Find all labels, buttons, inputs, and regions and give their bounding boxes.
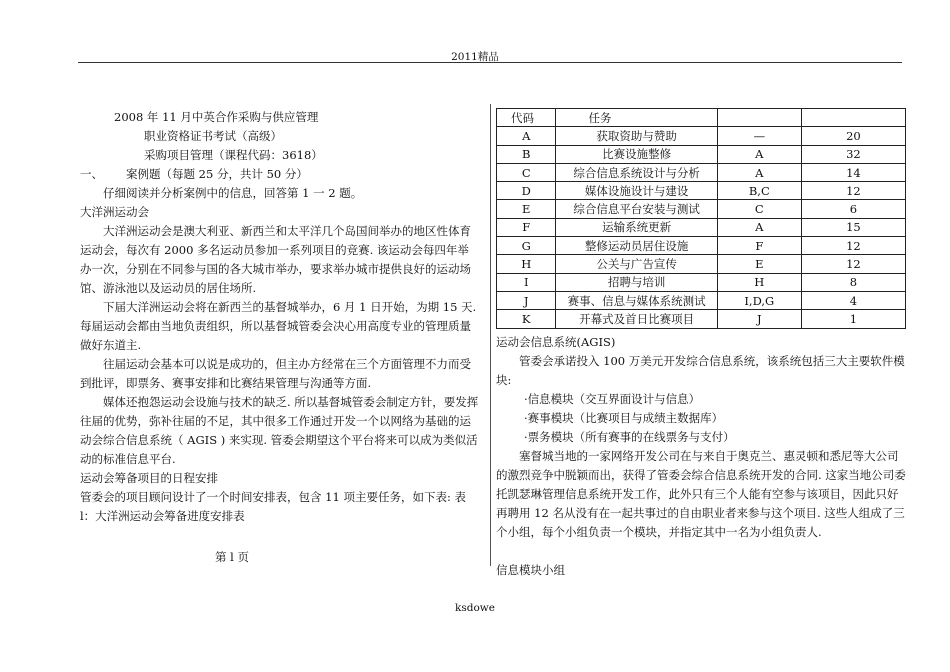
paragraph: 下届大洋洲运动会将在新西兰的基督城举办，6 月 1 日开始，为期 15 天. 每届运动会都由当地负责组织，所以基督城管委会决心用高度专业的管理质量做好东道主. [80, 300, 477, 352]
bullet-item: ·信息模块（交互界面设计与信息） [524, 391, 701, 406]
schedule-table [496, 108, 906, 329]
table-cell: 15 [801, 218, 905, 236]
table-cell: 公关与广告宣传 [556, 255, 717, 273]
table-cell: B,C [717, 182, 801, 200]
table-cell: 综合信息平台安装与测试 [556, 200, 717, 218]
table-header-cell: 代码 [497, 109, 556, 127]
table-cell: 1 [801, 310, 905, 328]
table-cell: 12 [801, 237, 905, 255]
table-cell: 招聘与培训 [556, 273, 717, 291]
table-cell: A [717, 145, 801, 163]
table-row [497, 237, 906, 255]
table-cell: A [717, 218, 801, 236]
course-code: 采购项目管理（课程代码：3618） [144, 148, 323, 162]
table-cell: C [717, 200, 801, 218]
right-text [496, 333, 906, 580]
schedule-title: 运动会筹备项目的日程安排 [80, 471, 218, 485]
table-cell: K [497, 310, 556, 328]
instruction: 仔细阅读并分析案例中的信息，回答第 1 一 2 题。 [103, 186, 363, 200]
page-number: 第 l 页 [215, 550, 249, 564]
exam-subtitle: 职业资格证书考试（高级） [144, 129, 282, 143]
section-number: 一、 [80, 167, 103, 181]
table-cell: I [497, 273, 556, 291]
table-row [497, 127, 906, 145]
table-header-cell [801, 109, 905, 127]
left-column [80, 108, 480, 526]
table-cell: 20 [801, 127, 905, 145]
table-cell: 8 [801, 273, 905, 291]
schedule-text: 管委会的项目顾问设计了一个时间安排表，包含 11 项主要任务，如下表: 表 l：大洋洲运动会筹备进度安排表 [80, 490, 466, 523]
table-cell: 运输系统更新 [556, 218, 717, 236]
table-row [497, 163, 906, 181]
table-cell: J [717, 310, 801, 328]
table-row [497, 291, 906, 309]
table-cell: F [497, 218, 556, 236]
table-cell: 获取资助与赞助 [556, 127, 717, 145]
table-header-row [497, 109, 906, 127]
section-heading [80, 165, 480, 184]
table-cell: I,D,G [717, 291, 801, 309]
table-cell: 32 [801, 145, 905, 163]
bullet-item: ·赛事模块（比赛项目与成绩主数据库） [524, 410, 724, 425]
table-cell: A [717, 163, 801, 181]
table-row [497, 273, 906, 291]
table-cell: 赛事、信息与媒体系统测试 [556, 291, 717, 309]
table-row [497, 218, 906, 236]
page-header: 2011精品 [451, 51, 499, 63]
agis-title: 运动会信息系统(AGIS) [496, 334, 616, 349]
table-header-cell: 任务 [556, 109, 717, 127]
paragraph: 管委会承诺投入 100 万美元开发综合信息系统，该系统包括三大主要软件模块: [496, 353, 905, 387]
page-footer: ksdowe [455, 602, 495, 614]
paragraph: 塞督城当地的一家网络开发公司在与来自于奥克兰、惠灵顿和悉尼等大公司的激烈竞争中脱颖而出，获得了管委会综合信息系统开发的合同. 这家当地公司委托凯瑟琳管理信息系统开发工作，此外只有三个人能有空参与该项目，因此只好再聘用 12 名从没有在一起共事过的自由职业者来参与这个项目. 这些人组成了三个小组，每个小组负责一个模块，并指定其中一名为小组负责人. [496, 448, 906, 539]
table-cell: 4 [801, 291, 905, 309]
table-cell: 14 [801, 163, 905, 181]
table-row [497, 310, 906, 328]
table-cell: D [497, 182, 556, 200]
table-header-cell [717, 109, 801, 127]
paragraph: 往届运动会基本可以说是成功的，但主办方经常在三个方面管理不力而受到批评，即票务、赛事安排和比赛结果管理与沟通等方面. [80, 357, 471, 390]
column-divider [490, 104, 491, 566]
table-cell: H [717, 273, 801, 291]
table-cell: 综合信息系统设计与分析 [556, 163, 717, 181]
bullet-item: ·票务模块（所有赛事的在线票务与支付） [524, 429, 735, 444]
table-row [497, 200, 906, 218]
table-cell: A [497, 127, 556, 145]
table-cell: — [717, 127, 801, 145]
table-cell: 开幕式及首日比赛项目 [556, 310, 717, 328]
header-divider [78, 62, 902, 63]
table-cell: 比赛设施整修 [556, 145, 717, 163]
table-cell: 6 [801, 200, 905, 218]
table-cell: E [717, 255, 801, 273]
table-cell: G [497, 237, 556, 255]
paragraph: 大洋洲运动会是澳大利亚、新西兰和太平洋几个岛国间举办的地区性体育运动会，每次有 2000 多名运动员参加一系列项目的竞赛. 该运动会每四年举办一次，分别在不同参与国的各大城市举办，要求举办城市提供良好的运动场馆、游泳池以及运动员的居住场所. [80, 224, 471, 295]
table-cell: F [717, 237, 801, 255]
table-cell: H [497, 255, 556, 273]
paragraph: 媒体还抱怨运动会设施与技术的缺乏. 所以基督城管委会制定方针，要发挥往届的优势，弥补往届的不足，其中很多工作通过开发一个以网络为基础的运动会综合信息系统（ AGIS ) 来实现. 管委会期望这个平台将来可以成为类似活动的标准信息平台. [80, 395, 479, 466]
table-cell: J [497, 291, 556, 309]
table-cell: B [497, 145, 556, 163]
table-row [497, 145, 906, 163]
exam-title: 2008 年 11 月中英合作采购与供应管理 [114, 110, 319, 124]
table-cell: 整修运动员居住设施 [556, 237, 717, 255]
table-row [497, 255, 906, 273]
right-column [496, 108, 906, 580]
table-cell: E [497, 200, 556, 218]
section-title: 案例题（每题 25 分，共计 50 分） [126, 167, 308, 181]
table-cell: 12 [801, 182, 905, 200]
case-title: 大洋洲运动会 [80, 205, 149, 219]
table-row [497, 182, 906, 200]
table-cell: C [497, 163, 556, 181]
table-cell: 媒体设施设计与建设 [556, 182, 717, 200]
table-cell: 12 [801, 255, 905, 273]
team-title: 信息模块小组 [496, 562, 565, 577]
